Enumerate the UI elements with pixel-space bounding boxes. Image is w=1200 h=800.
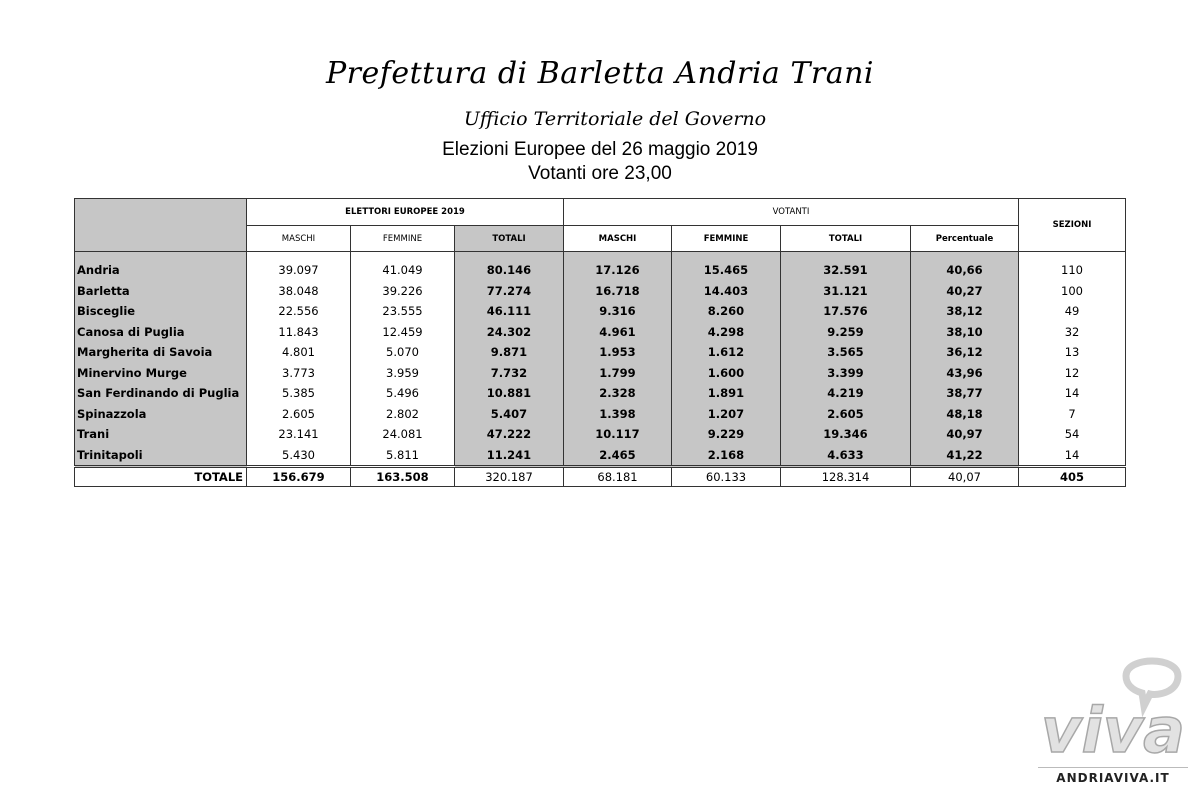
results-body — [75, 252, 1126, 487]
cell-elettori-femmine: 24.081 — [351, 424, 455, 445]
cell-comune: Andria — [75, 260, 247, 281]
cell-elettori-femmine: 5.811 — [351, 445, 455, 467]
cell-votanti-femmine: 1.891 — [672, 383, 781, 404]
total-label: TOTALE — [75, 467, 247, 487]
cell-elettori-femmine: 23.555 — [351, 301, 455, 322]
cell-sezioni: 12 — [1019, 363, 1126, 384]
cell-comune: Bisceglie — [75, 301, 247, 322]
cell-comune: Margherita di Savoia — [75, 342, 247, 363]
cell-votanti-femmine: 14.403 — [672, 281, 781, 302]
header-elettori: ELETTORI EUROPEE 2019 — [247, 199, 564, 226]
cell-percentuale: 38,77 — [911, 383, 1019, 404]
cell-votanti-femmine: 1.612 — [672, 342, 781, 363]
table-row — [75, 383, 1126, 404]
cell-elettori-femmine: 2.802 — [351, 404, 455, 425]
andriaviva-logo — [1038, 648, 1188, 788]
cell-percentuale: 43,96 — [911, 363, 1019, 384]
cell-votanti-maschi: 4.961 — [564, 322, 672, 343]
cell-comune: Trinitapoli — [75, 445, 247, 467]
subheader-votanti-femmine: FEMMINE — [672, 226, 781, 252]
table-row — [75, 445, 1126, 467]
subheader-percentuale: Percentuale — [911, 226, 1019, 252]
cell-votanti-femmine: 4.298 — [672, 322, 781, 343]
spacer-row — [75, 252, 1126, 261]
cell-elettori-totali: 80.146 — [455, 260, 564, 281]
document-subtitle: Votanti ore 23,00 — [528, 163, 672, 184]
cell-elettori-totali: 10.881 — [455, 383, 564, 404]
header-votanti: VOTANTI — [564, 199, 1019, 226]
table-row — [75, 281, 1126, 302]
header-ufficio: Ufficio Territoriale del Governo — [463, 108, 767, 130]
subheader-maschi: MASCHI — [247, 226, 351, 252]
viva-logo-icon — [1038, 648, 1188, 770]
table-row — [75, 424, 1126, 445]
cell-votanti-femmine: 9.229 — [672, 424, 781, 445]
cell-elettori-maschi: 39.097 — [247, 260, 351, 281]
cell-elettori-femmine: 3.959 — [351, 363, 455, 384]
cell-elettori-maschi: 23.141 — [247, 424, 351, 445]
cell-votanti-totali: 2.605 — [781, 404, 911, 425]
results-table — [74, 198, 1126, 487]
table-row — [75, 322, 1126, 343]
logo-site-label: ANDRIAVIVA.IT — [1038, 767, 1188, 788]
cell-comune: San Ferdinando di Puglia — [75, 383, 247, 404]
total-votanti-maschi: 68.181 — [564, 467, 672, 487]
total-votanti-femmine: 60.133 — [672, 467, 781, 487]
cell-elettori-totali: 9.871 — [455, 342, 564, 363]
cell-elettori-femmine: 5.070 — [351, 342, 455, 363]
subheader-votanti-totali: TOTALI — [781, 226, 911, 252]
cell-elettori-maschi: 4.801 — [247, 342, 351, 363]
cell-sezioni: 49 — [1019, 301, 1126, 322]
header-sezioni: SEZIONI — [1019, 199, 1126, 252]
cell-elettori-totali: 11.241 — [455, 445, 564, 467]
cell-votanti-maschi: 1.799 — [564, 363, 672, 384]
cell-elettori-femmine: 12.459 — [351, 322, 455, 343]
cell-votanti-femmine: 15.465 — [672, 260, 781, 281]
cell-votanti-femmine: 1.600 — [672, 363, 781, 384]
total-elettori-totali: 320.187 — [455, 467, 564, 487]
cell-votanti-totali: 19.346 — [781, 424, 911, 445]
cell-percentuale: 41,22 — [911, 445, 1019, 467]
total-percentuale: 40,07 — [911, 467, 1019, 487]
total-row — [75, 467, 1126, 487]
cell-elettori-maschi: 3.773 — [247, 363, 351, 384]
cell-elettori-maschi: 22.556 — [247, 301, 351, 322]
cell-votanti-maschi: 1.953 — [564, 342, 672, 363]
cell-percentuale: 40,97 — [911, 424, 1019, 445]
cell-votanti-femmine: 2.168 — [672, 445, 781, 467]
subheader-votanti-maschi: MASCHI — [564, 226, 672, 252]
cell-votanti-maschi: 16.718 — [564, 281, 672, 302]
cell-comune: Trani — [75, 424, 247, 445]
cell-sezioni: 13 — [1019, 342, 1126, 363]
table-row — [75, 342, 1126, 363]
cell-comune: Minervino Murge — [75, 363, 247, 384]
cell-votanti-maschi: 10.117 — [564, 424, 672, 445]
table-row — [75, 363, 1126, 384]
cell-elettori-femmine: 39.226 — [351, 281, 455, 302]
cell-elettori-totali: 7.732 — [455, 363, 564, 384]
cell-elettori-femmine: 5.496 — [351, 383, 455, 404]
cell-votanti-femmine: 8.260 — [672, 301, 781, 322]
cell-elettori-maschi: 2.605 — [247, 404, 351, 425]
cell-sezioni: 110 — [1019, 260, 1126, 281]
logo-text: viva — [1041, 694, 1185, 767]
cell-votanti-maschi: 2.465 — [564, 445, 672, 467]
table-row — [75, 301, 1126, 322]
cell-sezioni: 54 — [1019, 424, 1126, 445]
cell-votanti-totali: 32.591 — [781, 260, 911, 281]
subheader-femmine: FEMMINE — [351, 226, 455, 252]
table-row — [75, 404, 1126, 425]
cell-percentuale: 40,66 — [911, 260, 1019, 281]
cell-votanti-totali: 3.565 — [781, 342, 911, 363]
header-prefettura: Prefettura di Barletta Andria Trani — [325, 56, 875, 91]
cell-votanti-totali: 4.633 — [781, 445, 911, 467]
cell-percentuale: 40,27 — [911, 281, 1019, 302]
cell-votanti-totali: 3.399 — [781, 363, 911, 384]
cell-elettori-maschi: 5.430 — [247, 445, 351, 467]
document-title: Elezioni Europee del 26 maggio 2019 — [442, 139, 758, 160]
subheader-totali: TOTALI — [455, 226, 564, 252]
cell-elettori-totali: 47.222 — [455, 424, 564, 445]
cell-percentuale: 38,12 — [911, 301, 1019, 322]
cell-elettori-maschi: 11.843 — [247, 322, 351, 343]
header-corner-cell — [75, 199, 247, 252]
total-elettori-maschi: 156.679 — [247, 467, 351, 487]
cell-percentuale: 38,10 — [911, 322, 1019, 343]
total-elettori-femmine: 163.508 — [351, 467, 455, 487]
cell-elettori-totali: 5.407 — [455, 404, 564, 425]
cell-elettori-maschi: 5.385 — [247, 383, 351, 404]
cell-sezioni: 14 — [1019, 383, 1126, 404]
total-votanti-totali: 128.314 — [781, 467, 911, 487]
cell-elettori-totali: 46.111 — [455, 301, 564, 322]
cell-comune: Barletta — [75, 281, 247, 302]
cell-votanti-maschi: 1.398 — [564, 404, 672, 425]
cell-comune: Canosa di Puglia — [75, 322, 247, 343]
cell-votanti-maschi: 17.126 — [564, 260, 672, 281]
total-sezioni: 405 — [1019, 467, 1126, 487]
cell-percentuale: 48,18 — [911, 404, 1019, 425]
cell-sezioni: 100 — [1019, 281, 1126, 302]
cell-elettori-totali: 24.302 — [455, 322, 564, 343]
cell-sezioni: 14 — [1019, 445, 1126, 467]
cell-votanti-totali: 9.259 — [781, 322, 911, 343]
cell-votanti-maschi: 9.316 — [564, 301, 672, 322]
cell-sezioni: 7 — [1019, 404, 1126, 425]
cell-votanti-totali: 4.219 — [781, 383, 911, 404]
cell-comune: Spinazzola — [75, 404, 247, 425]
cell-votanti-totali: 17.576 — [781, 301, 911, 322]
cell-elettori-femmine: 41.049 — [351, 260, 455, 281]
cell-votanti-maschi: 2.328 — [564, 383, 672, 404]
cell-percentuale: 36,12 — [911, 342, 1019, 363]
cell-elettori-totali: 77.274 — [455, 281, 564, 302]
cell-votanti-totali: 31.121 — [781, 281, 911, 302]
cell-sezioni: 32 — [1019, 322, 1126, 343]
cell-votanti-femmine: 1.207 — [672, 404, 781, 425]
table-row — [75, 260, 1126, 281]
cell-elettori-maschi: 38.048 — [247, 281, 351, 302]
